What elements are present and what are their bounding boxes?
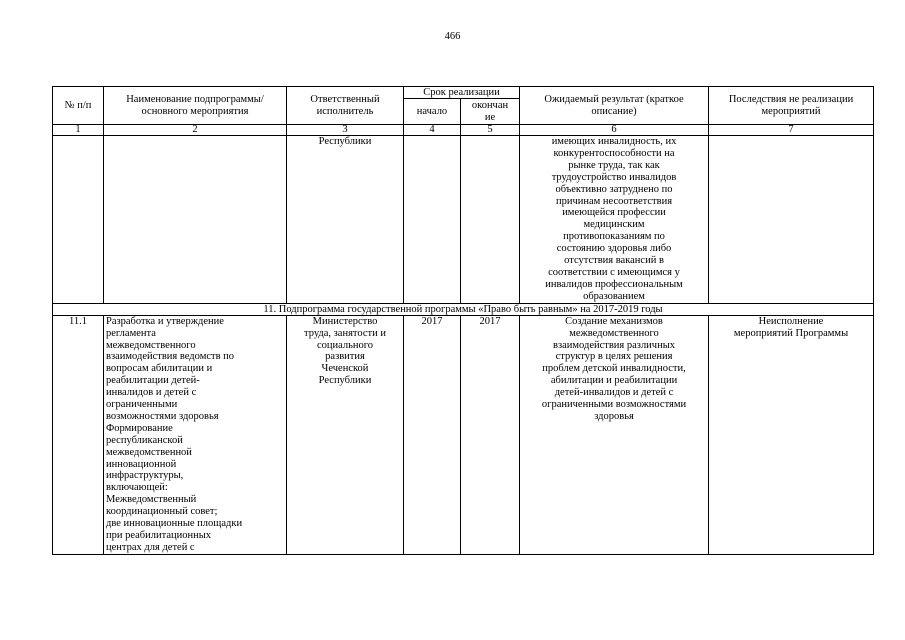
- continuation-row: [53, 136, 874, 304]
- row-name: Разработка и утверждение регламента межведомственного взаимодействия ведомств по вопросам абилитации и реабилитации детей- инвалидов и детей с ограниченными возможностями здоровья Формирование республиканской межведомственной инновационной инфраструктуры, включающей: Межведомственный координационный совет; две инновационные площадки при реабилитационных центрах для детей с: [104, 315, 287, 554]
- continuation-start-cell: [404, 136, 461, 304]
- row-start-year: 2017: [404, 315, 461, 554]
- column-number-row: [53, 125, 874, 136]
- header-executor: Ответственный исполнитель: [287, 87, 404, 125]
- header-row-1: [53, 87, 874, 99]
- continuation-executor-cell: Республики: [287, 136, 404, 304]
- table-row-11-1: [53, 315, 874, 554]
- continuation-end-cell: [461, 136, 520, 304]
- row-result: Создание механизмов межведомственного взаимодействия различных структур в целях решения проблем детской инвалидности, абилитации и реабилитации детей-инвалидов и детей с ограниченными возможностями здоровья: [520, 315, 709, 554]
- page-number: 466: [444, 31, 461, 42]
- section-row: [53, 303, 874, 315]
- column-number: 7: [709, 125, 874, 136]
- continuation-result-cell: имеющих инвалидность, их конкурентоспособности на рынке труда, так как трудоустройство инвалидов объективно затруднено по причинам несоответствия имеющейся профессии медицинским противопоказаниям по состоянию здоровья либо отсутствия вакансий в соответствии с имеющимся у инвалидов профессиональным образованием: [520, 136, 709, 304]
- column-number: 5: [461, 125, 520, 136]
- program-table: [52, 86, 874, 555]
- header-period: Срок реализации: [404, 87, 520, 99]
- continuation-consequence-cell: [709, 136, 874, 304]
- header-result: Ожидаемый результат (краткое описание): [520, 87, 709, 125]
- row-executor: Министерство труда, занятости и социального развития Чеченской Республики: [287, 315, 404, 554]
- continuation-name-cell: [104, 136, 287, 304]
- column-number: 1: [53, 125, 104, 136]
- header-start: начало: [404, 99, 461, 125]
- row-number: 11.1: [53, 315, 104, 554]
- header-name: Наименование подпрограммы/ основного мероприятия: [104, 87, 287, 125]
- section-title: 11. Подпрограмма государственной программы «Право быть равным» на 2017-2019 годы: [53, 303, 874, 315]
- column-number: 6: [520, 125, 709, 136]
- header-number: № п/п: [53, 87, 104, 125]
- row-end-year: 2017: [461, 315, 520, 554]
- row-consequence: Неисполнение мероприятий Программы: [709, 315, 874, 554]
- column-number: 3: [287, 125, 404, 136]
- header-end: окончан ие: [461, 99, 520, 125]
- continuation-number-cell: [53, 136, 104, 304]
- column-number: 4: [404, 125, 461, 136]
- header-consequences: Последствия не реализации мероприятий: [709, 87, 874, 125]
- column-number: 2: [104, 125, 287, 136]
